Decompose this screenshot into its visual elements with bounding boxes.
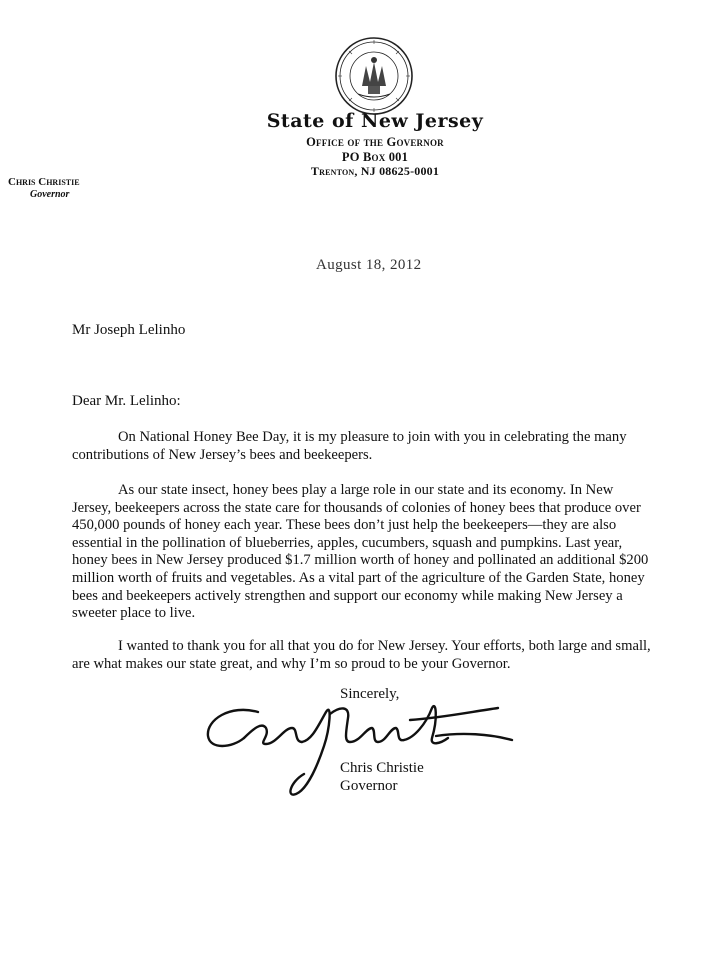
state-seal-icon <box>334 36 414 116</box>
office-name: Office of the Governor <box>306 135 444 149</box>
recipient: Mr Joseph Lelinho <box>72 322 186 338</box>
closing: Sincerely, <box>340 686 400 702</box>
sender-name: Chris Christie <box>8 176 80 188</box>
paragraph-3: I wanted to thank you for all that you do for New Jersey. Your efforts, both large and small, are what makes our state great, and why I’m so proud to be your Governor. <box>72 638 651 672</box>
paragraph-1: On National Honey Bee Day, it is my pleasure to join with you in celebrating the many contributions of New Jersey’s bees and beekeepers. <box>72 429 627 463</box>
paragraph-2: As our state insect, honey bees play a large role in our state and its economy. In New Jersey, beekeepers across the state care for thousands of colonies of honey bees that produce over 450,000 pounds of honey each year. These bees don’t just help the beekeepers—they are also essential in the pollination of blueberries, apples, cucumbers, squash and pumpkins. Last year, honey bees in New Jersey produced $1.7 million worth of honey and pollinated an additional $200 million worth of fruits and vegetables. As a vital part of the agriculture of the Garden State, honey bees and beekeepers actively strengthen and support our economy while making New Jersey a sweeter place to live. <box>72 482 649 622</box>
city-zip: Trenton, NJ 08625-0001 <box>310 164 440 178</box>
po-box: PO Box 001 <box>341 150 409 164</box>
letter-date: August 18, 2012 <box>316 257 422 273</box>
sender-title: Governor <box>30 189 70 200</box>
signer-title: Governor <box>340 778 398 794</box>
signer-name: Chris Christie <box>340 760 424 776</box>
salutation: Dear Mr. Lelinho: <box>72 393 181 409</box>
state-name-heading: State of New Jersey <box>266 110 484 132</box>
